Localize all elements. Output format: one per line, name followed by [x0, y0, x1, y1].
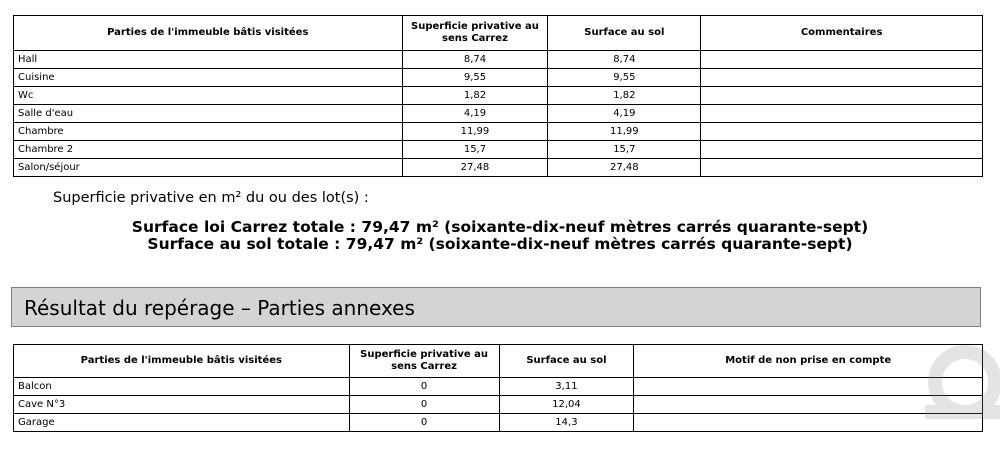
comment-cell — [701, 51, 983, 69]
comment-cell — [701, 69, 983, 87]
header-carrez: Superficie privative au sens Carrez — [349, 345, 499, 378]
carrez-total-summary: Surface loi Carrez totale : 79,47 m² (soixante-dix-neuf mètres carrés quarante-sept) — [131, 218, 869, 236]
table-row — [14, 378, 983, 396]
room-name: Salon/séjour — [14, 159, 403, 177]
carrez-value: 11,99 — [402, 123, 548, 141]
table-row — [14, 87, 983, 105]
header-parties: Parties de l'immeuble bâtis visitées — [14, 16, 403, 51]
carrez-value: 15,7 — [402, 141, 548, 159]
header-carrez: Superficie privative au sens Carrez — [402, 16, 548, 51]
room-name: Salle d'eau — [14, 105, 403, 123]
comment-cell — [701, 159, 983, 177]
room-name: Balcon — [14, 378, 350, 396]
sol-value: 27,48 — [548, 159, 701, 177]
header-sol: Surface au sol — [499, 345, 634, 378]
room-name: Cave N°3 — [14, 396, 350, 414]
table-row — [14, 414, 983, 432]
room-name: Hall — [14, 51, 403, 69]
table-header-row — [14, 345, 983, 378]
sol-value: 15,7 — [548, 141, 701, 159]
carrez-value: 27,48 — [402, 159, 548, 177]
carrez-value: 0 — [349, 378, 499, 396]
header-sol: Surface au sol — [548, 16, 701, 51]
carrez-value: 9,55 — [402, 69, 548, 87]
table-row — [14, 51, 983, 69]
comment-cell — [701, 105, 983, 123]
comment-cell — [701, 141, 983, 159]
carrez-value: 0 — [349, 414, 499, 432]
sol-total-summary: Surface au sol totale : 79,47 m² (soixante-dix-neuf mètres carrés quarante-sept) — [147, 235, 853, 253]
table-row — [14, 123, 983, 141]
carrez-value: 4,19 — [402, 105, 548, 123]
sol-value: 1,82 — [548, 87, 701, 105]
sol-value: 14,3 — [499, 414, 634, 432]
header-commentaires: Commentaires — [701, 16, 983, 51]
table-row — [14, 105, 983, 123]
table-row — [14, 141, 983, 159]
table-header-row — [14, 16, 983, 51]
room-name: Wc — [14, 87, 403, 105]
comment-cell — [701, 87, 983, 105]
sol-value: 11,99 — [548, 123, 701, 141]
annex-table — [13, 344, 983, 432]
carrez-value: 1,82 — [402, 87, 548, 105]
section-title: Résultat du repérage – Parties annexes — [11, 287, 981, 327]
sol-value: 3,11 — [499, 378, 634, 396]
table-row — [14, 159, 983, 177]
sol-value: 9,55 — [548, 69, 701, 87]
sol-value: 8,74 — [548, 51, 701, 69]
sol-value: 12,04 — [499, 396, 634, 414]
room-name: Chambre — [14, 123, 403, 141]
header-motif: Motif de non prise en compte — [634, 345, 983, 378]
room-name: Chambre 2 — [14, 141, 403, 159]
watermark-logo — [905, 340, 1000, 440]
room-name: Cuisine — [14, 69, 403, 87]
surface-table — [13, 15, 983, 177]
carrez-value: 0 — [349, 396, 499, 414]
intro-text: Superficie privative en m² du ou des lot(s) : — [53, 190, 369, 206]
room-name: Garage — [14, 414, 350, 432]
table-row — [14, 396, 983, 414]
table-row — [14, 69, 983, 87]
carrez-value: 8,74 — [402, 51, 548, 69]
sol-value: 4,19 — [548, 105, 701, 123]
comment-cell — [701, 123, 983, 141]
header-parties: Parties de l'immeuble bâtis visitées — [14, 345, 350, 378]
